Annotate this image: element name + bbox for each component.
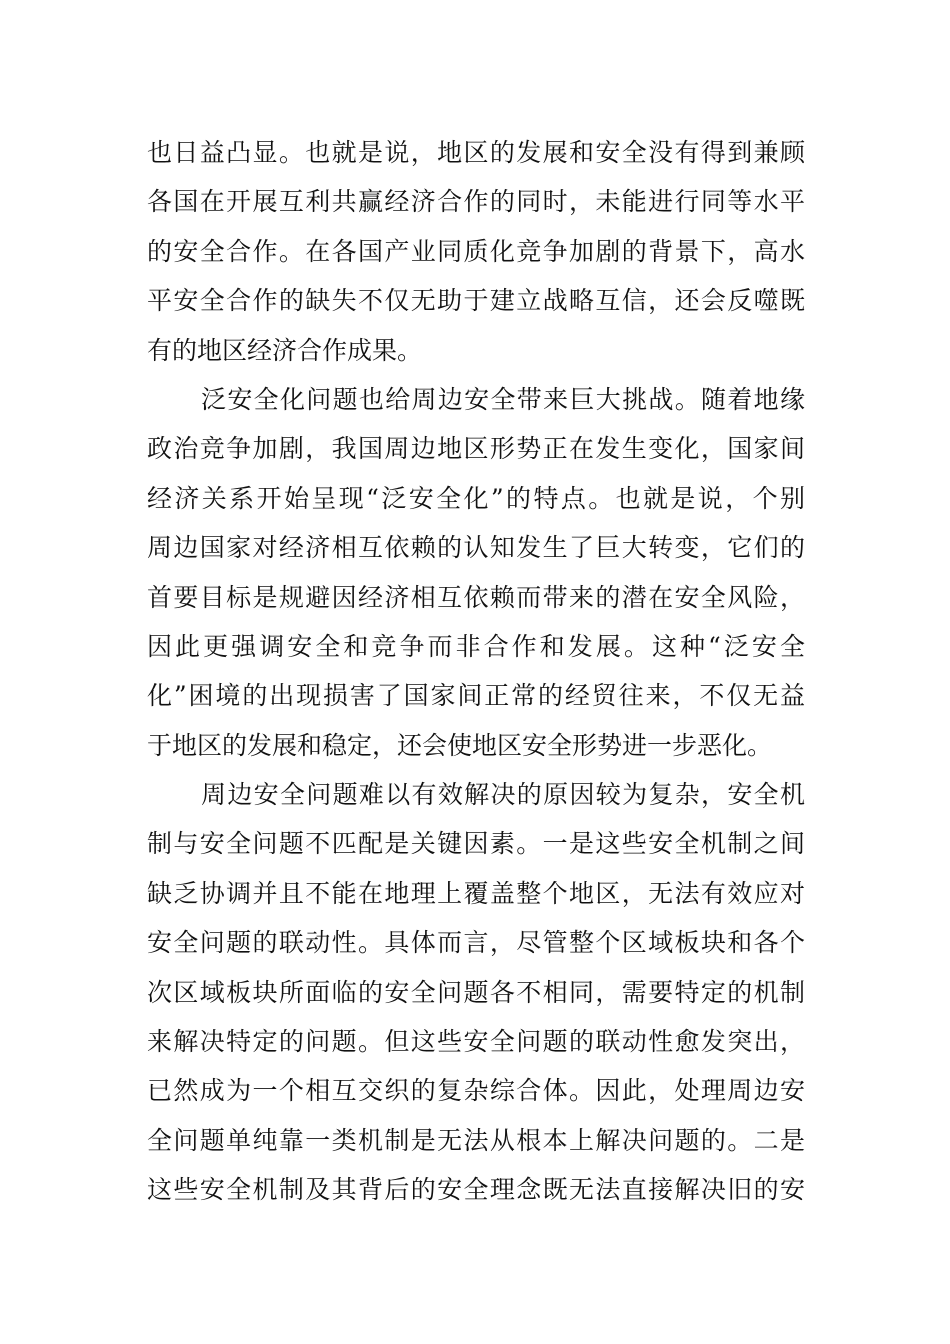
- paragraph: [147, 375, 805, 770]
- paragraph: [147, 770, 805, 1215]
- text-line: 缺乏协调并且不能在地理上覆盖整个地区，无法有效应对: [147, 878, 805, 908]
- text-line: 各国在开展互利共赢经济合作的同时，未能进行同等水平: [147, 187, 805, 217]
- text-line: 经济关系开始呈现“泛安全化”的特点。也就是说，个别: [147, 483, 805, 513]
- text-line: 这些安全机制及其背后的安全理念既无法直接解决旧的安: [147, 1175, 805, 1205]
- text-line: 平安全合作的缺失不仅无助于建立战略互信，还会反噬既: [147, 286, 805, 316]
- text-line: 已然成为一个相互交织的复杂综合体。因此，处理周边安: [147, 1076, 805, 1106]
- text-line: 政治竞争加剧，我国周边地区形势正在发生变化，国家间: [147, 434, 805, 464]
- text-line: 化”困境的出现损害了国家间正常的经贸往来，不仅无益: [147, 681, 805, 711]
- paragraph: [147, 128, 805, 375]
- text-line: 首要目标是规避因经济相互依赖而带来的潜在安全风险，: [147, 582, 805, 612]
- text-line: 周边安全问题难以有效解决的原因较为复杂，安全机: [201, 780, 805, 810]
- text-line: 也日益凸显。也就是说，地区的发展和安全没有得到兼顾: [147, 138, 805, 167]
- text-line: 全问题单纯靠一类机制是无法从根本上解决问题的。二是: [147, 1125, 805, 1155]
- text-line: 安全问题的联动性。具体而言，尽管整个区域板块和各个: [147, 928, 805, 958]
- text-line: 因此更强调安全和竞争而非合作和发展。这种“泛安全: [147, 631, 805, 661]
- text-line: 周边国家对经济相互依赖的认知发生了巨大转变，它们的: [147, 533, 805, 563]
- text-line: 制与安全问题不匹配是关键因素。一是这些安全机制之间: [147, 829, 805, 859]
- text-line: 次区域板块所面临的安全问题各不相同，需要特定的机制: [147, 977, 805, 1007]
- text-line: 来解决特定的问题。但这些安全问题的联动性愈发突出，: [147, 1027, 805, 1057]
- text-line: 的安全合作。在各国产业同质化竞争加剧的背景下，高水: [147, 236, 805, 266]
- text-line: 有的地区经济合作成果。: [147, 335, 423, 365]
- text-line: 泛安全化问题也给周边安全带来巨大挑战。随着地缘: [201, 384, 805, 414]
- text-line: 于地区的发展和稳定，还会使地区安全形势进一步恶化。: [147, 730, 773, 760]
- document-body: [147, 128, 805, 1215]
